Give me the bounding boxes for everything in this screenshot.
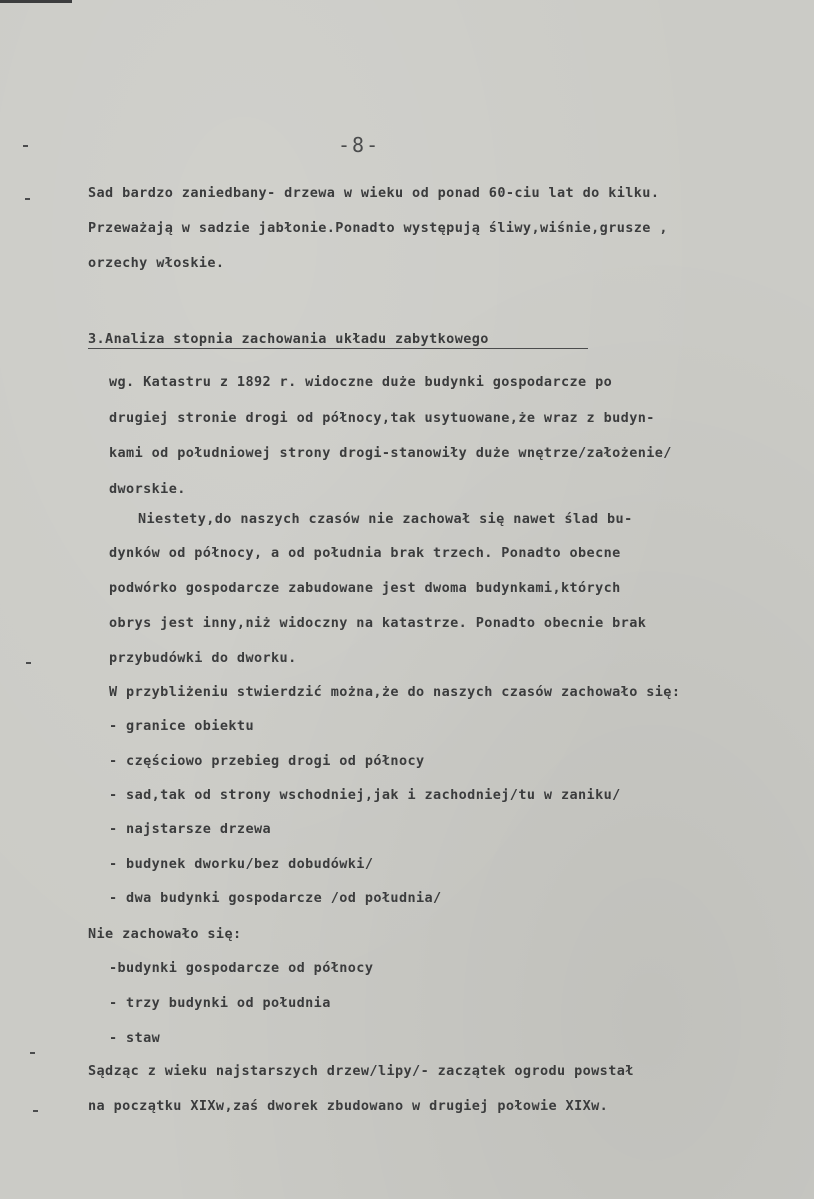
text-line: orzechy włoskie. xyxy=(88,255,225,271)
list-item: - sad,tak od strony wschodniej,jak i zachodniej/tu w zaniku/ xyxy=(109,787,621,803)
page-number: -8- xyxy=(338,133,381,157)
text-line: na początku XIXw,zaś dworek zbudowano w drugiej połowie XIXw. xyxy=(88,1098,609,1114)
margin-mark xyxy=(25,198,30,200)
text-line: obrys jest inny,niż widoczny na katastrze. Ponadto obecnie brak xyxy=(109,615,647,631)
text-line: Nie zachowało się: xyxy=(88,926,242,942)
heading-underline xyxy=(88,348,588,349)
margin-mark xyxy=(33,1110,38,1112)
list-item: - trzy budynki od południa xyxy=(109,995,331,1011)
list-item: - najstarsze drzewa xyxy=(109,821,272,837)
text-line: przybudówki do dworku. xyxy=(109,650,297,666)
text-line: Niestety,do naszych czasów nie zachował się nawet ślad bu- xyxy=(138,511,633,527)
text-line: drugiej stronie drogi od północy,tak usytuowane,że wraz z budyn- xyxy=(109,410,655,426)
text-line: Sad bardzo zaniedbany- drzewa w wieku od ponad 60-ciu lat do kilku. xyxy=(88,185,660,201)
list-item: - częściowo przebieg drogi od północy xyxy=(109,753,425,769)
list-item: -budynki gospodarcze od północy xyxy=(109,960,374,976)
text-line: dynków od północy, a od południa brak trzech. Ponadto obecne xyxy=(109,545,621,561)
text-line: dworskie. xyxy=(109,481,186,497)
text-line: Sądząc z wieku najstarszych drzew/lipy/- zaczątek ogrodu powstał xyxy=(88,1063,634,1079)
margin-mark xyxy=(26,662,31,664)
list-item: - granice obiektu xyxy=(109,718,254,734)
list-item: - dwa budynki gospodarcze /od południa/ xyxy=(109,890,442,906)
margin-mark xyxy=(23,145,28,147)
list-item: - staw xyxy=(109,1030,161,1046)
text-line: Przeważają w sadzie jabłonie.Ponadto występują śliwy,wiśnie,grusze , xyxy=(88,220,668,236)
section-heading: 3.Analiza stopnia zachowania układu zabytkowego xyxy=(88,331,489,347)
scan-edge xyxy=(0,0,72,3)
text-line: wg. Katastru z 1892 r. widoczne duże budynki gospodarcze po xyxy=(109,374,613,390)
margin-mark xyxy=(30,1052,35,1054)
text-line: kami od południowej strony drogi-stanowiły duże wnętrze/założenie/ xyxy=(109,445,672,461)
list-item: - budynek dworku/bez dobudówki/ xyxy=(109,856,374,872)
text-line: W przybliżeniu stwierdzić można,że do naszych czasów zachowało się: xyxy=(109,684,681,700)
text-line: podwórko gospodarcze zabudowane jest dwoma budynkami,których xyxy=(109,580,621,596)
